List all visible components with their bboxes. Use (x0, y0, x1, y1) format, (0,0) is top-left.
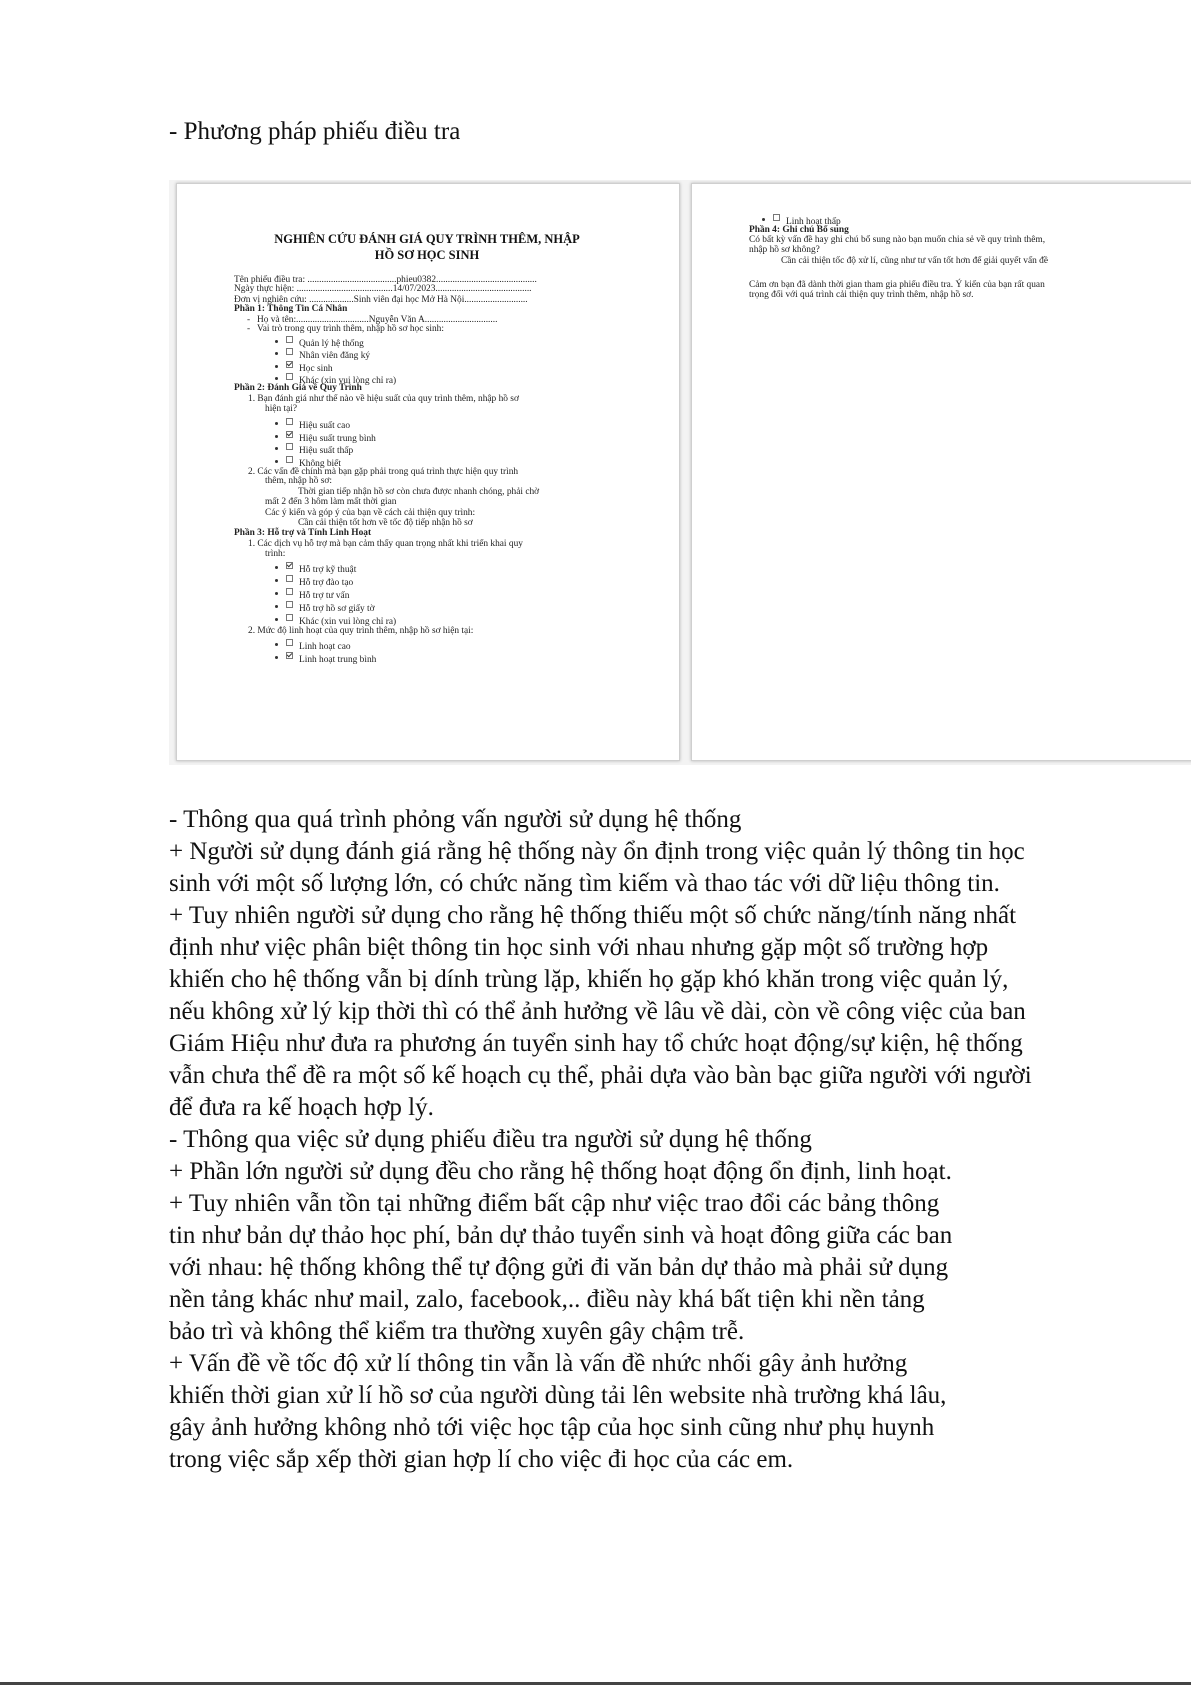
survey-option-label: Linh hoạt trung bình (299, 655, 377, 665)
body-text (169, 804, 1119, 1476)
bullet-icon (275, 618, 278, 621)
survey-option (275, 418, 350, 432)
dash-marker: - (247, 324, 251, 334)
body-line: với nhau: hệ thống không thể tự động gửi đi văn bản dự thảo mà phải sử dụng (169, 1254, 949, 1281)
survey-option (275, 601, 375, 615)
survey-answer: Cần cải thiện tốc độ xử lí, cũng như tư vấn tốt hơn để giải quyết vấn đề (781, 256, 1049, 266)
survey-option (275, 575, 353, 589)
survey-title (217, 231, 637, 263)
survey-line-text: Vai trò trong quy trình thêm, nhập hồ sơ học sinh: (257, 324, 444, 334)
survey-screenshot (169, 180, 1191, 765)
bullet-icon (275, 377, 278, 380)
survey-option-label: Hiệu suất cao (299, 421, 351, 431)
survey-option-label: Hỗ trợ tư vấn (299, 591, 350, 601)
body-line: - Thông qua quá trình phỏng vấn người sử dụng hệ thống (169, 806, 742, 833)
survey-option-label: Hỗ trợ đào tạo (299, 578, 354, 588)
survey-line-text: Họ và tên:...............................Nguyễn Văn A............................... (257, 315, 498, 325)
checked-checkbox-icon (286, 361, 293, 368)
survey-line: 1. Bạn đánh giá như thế nào về hiệu suất của quy trình thêm, nhập hồ sơ (248, 394, 519, 404)
survey-option-label: Hỗ trợ hồ sơ giấy tờ (299, 604, 375, 614)
checkbox-icon (286, 575, 293, 582)
survey-option (275, 652, 376, 666)
checked-checkbox-icon (286, 652, 293, 659)
bullet-icon (275, 460, 278, 463)
survey-option-label: Hiệu suất trung bình (299, 434, 376, 444)
survey-line: thêm, nhập hồ sơ: (265, 476, 332, 486)
survey-option-label: Quản lý hệ thống (299, 339, 364, 349)
body-line: nền tảng khác như mail, zalo, facebook,.. điều này khá bất tiện khi nền tảng (169, 1286, 925, 1313)
survey-option (275, 443, 353, 457)
body-line: Giám Hiệu như đưa ra phương án tuyển sinh hay tổ chức hoạt động/sự kiện, hệ thống (169, 1030, 1023, 1057)
bullet-icon (762, 218, 765, 221)
survey-answer: Thời gian tiếp nhận hồ sơ còn chưa được nhanh chóng, phải chờ (298, 487, 540, 497)
survey-section-heading: Phần 3: Hỗ trợ và Tính Linh Hoạt (234, 528, 372, 538)
survey-line: hiện tại? (265, 404, 298, 414)
survey-page-2 (691, 183, 1191, 761)
survey-line: Đơn vị nghiên cứu: ...................Sinh viên đại học Mở Hà Nội........................... (234, 295, 528, 305)
survey-line: Ngày thực hiện: .........................................14/07/2023......................................... (234, 284, 532, 294)
survey-line: Các ý kiến và góp ý của bạn về cách cải thiện quy trình: (265, 508, 476, 518)
checkbox-icon (286, 456, 293, 463)
bullet-icon (275, 447, 278, 450)
survey-option-label: Linh hoạt cao (299, 642, 351, 652)
survey-line: Cảm ơn bạn đã dành thời gian tham gia phiếu điều tra. Ý kiến của bạn rất quan (749, 280, 1045, 290)
survey-line: 2. Mức độ linh hoạt của quy trình thêm, nhập hồ sơ hiện tại: (248, 626, 474, 636)
dash-marker: - (247, 315, 251, 325)
survey-line: trọng đối với quá trình cải thiện quy trình thêm, nhập hồ sơ. (749, 290, 974, 300)
body-line: nếu không xử lý kịp thời thì có thể ảnh hưởng về lâu về dài, còn về công việc của ban (169, 998, 1026, 1025)
section-heading: - Phương pháp phiếu điều tra (169, 118, 461, 145)
survey-page-1 (176, 183, 680, 761)
checkbox-icon (286, 418, 293, 425)
body-line: để đưa ra kế hoạch hợp lý. (169, 1094, 434, 1121)
survey-answer: Cần cải thiện tốt hơn về tốc độ tiếp nhận hồ sơ (298, 518, 473, 528)
bullet-icon (275, 435, 278, 438)
survey-line: nhập hồ sơ không? (749, 245, 820, 255)
survey-section-heading: Phần 4: Ghi chú Bổ sung (749, 225, 849, 235)
survey-line: 1. Các dịch vụ hỗ trợ mà bạn cảm thấy quan trọng nhất khi triển khai quy (248, 539, 523, 549)
bullet-icon (275, 592, 278, 595)
checkbox-icon (286, 336, 293, 343)
survey-option (275, 639, 351, 653)
checkbox-icon (286, 614, 293, 621)
checkbox-icon (286, 601, 293, 608)
survey-option-label: Học sinh (299, 364, 333, 374)
bullet-icon (275, 579, 278, 582)
body-line: khiến cho hệ thống vẫn bị dính trùng lặp, khiến họ gặp khó khăn trong việc quản lý, (169, 966, 1009, 993)
survey-line: Có bất kỳ vấn đề hay ghi chú bổ sung nào bạn muốn chia sẻ về quy trình thêm, (749, 235, 1046, 245)
body-line: + Người sử dụng đánh giá rằng hệ thống này ổn định trong việc quản lý thông tin học (169, 838, 1025, 865)
body-line: + Tuy nhiên người sử dụng cho rằng hệ thống thiếu một số chức năng/tính năng nhất (169, 902, 1017, 929)
checkbox-icon (286, 348, 293, 355)
survey-option-label: Không biết (299, 459, 341, 469)
body-line: + Phần lớn người sử dụng đều cho rằng hệ thống hoạt động ổn định, linh hoạt. (169, 1158, 952, 1185)
survey-line: 2. Các vấn đề chính mà bạn gặp phải trong quá trình thực hiện quy trình (248, 467, 519, 477)
checked-checkbox-icon (286, 431, 293, 438)
survey-option-label: Nhân viên đăng ký (299, 351, 371, 361)
checkbox-icon (286, 588, 293, 595)
survey-section-heading: Phần 2: Đánh Giá về Quy Trình (234, 383, 362, 393)
body-line: bảo trì và không thể kiểm tra thường xuyên gây chậm trễ. (169, 1318, 745, 1345)
survey-option-label: Khác (xin vui lòng chỉ ra) (299, 617, 397, 627)
survey-title-line-2: HỒ SƠ HỌC SINH (374, 248, 480, 262)
survey-option-label: Hỗ trợ kỹ thuật (299, 565, 357, 575)
checkbox-icon (286, 639, 293, 646)
survey-option (275, 588, 349, 602)
survey-option-label: Khác (xin vui lòng chỉ ra) (299, 376, 397, 386)
bullet-icon (275, 566, 278, 569)
bullet-icon (275, 365, 278, 368)
bullet-icon (275, 605, 278, 608)
checked-checkbox-icon (286, 562, 293, 569)
bullet-icon (275, 643, 278, 646)
checkbox-icon (286, 373, 293, 380)
survey-option-label: Hiệu suất thấp (299, 446, 354, 456)
body-line: + Vấn đề về tốc độ xử lí thông tin vẫn là vấn đề nhức nhối gây ảnh hưởng (169, 1350, 908, 1377)
bullet-icon (275, 656, 278, 659)
body-line: vẫn chưa thể đề ra một số kế hoạch cụ thể, phải dựa vào bàn bạc giữa người với người (169, 1062, 1032, 1089)
survey-option (275, 562, 356, 576)
survey-line: Tên phiếu điều tra: ......................................phieu0382........................................... (234, 275, 537, 285)
body-line: sinh với một số lượng lớn, có chức năng tìm kiếm và thao tác với dữ liệu thông tin. (169, 870, 1000, 897)
survey-option-label: Linh hoạt thấp (786, 217, 841, 227)
checkbox-icon (286, 443, 293, 450)
bullet-icon (275, 352, 278, 355)
checkbox-icon (773, 214, 780, 221)
body-line: - Thông qua việc sử dụng phiếu điều tra người sử dụng hệ thống (169, 1126, 812, 1153)
survey-title-line-1: NGHIÊN CỨU ĐÁNH GIÁ QUY TRÌNH THÊM, NHẬP (274, 232, 580, 246)
survey-line (247, 324, 444, 335)
bullet-icon (275, 340, 278, 343)
body-line: + Tuy nhiên vẫn tồn tại những điểm bất cập như việc trao đổi các bảng thông (169, 1190, 940, 1217)
body-line: định như việc phân biệt thông tin học sinh với nhau nhưng gặp một số trường hợp (169, 934, 989, 961)
body-line: tin như bản dự thảo học phí, bản dự thảo tuyển sinh và hoạt đông giữa các ban (169, 1222, 953, 1249)
survey-section-heading: Phần 1: Thông Tin Cá Nhân (234, 304, 348, 314)
body-line: gây ảnh hưởng không nhỏ tới việc học tập của học sinh cũng như phụ huynh (169, 1414, 935, 1441)
survey-line: trình: (265, 549, 286, 559)
body-line: trong việc sắp xếp thời gian hợp lí cho việc đi học của các em. (169, 1446, 794, 1473)
survey-answer: mất 2 đến 3 hôm làm mất thời gian (265, 497, 397, 507)
bullet-icon (275, 422, 278, 425)
body-line: khiến thời gian xử lí hồ sơ của người dùng tải lên website nhà trường khá lâu, (169, 1382, 947, 1409)
